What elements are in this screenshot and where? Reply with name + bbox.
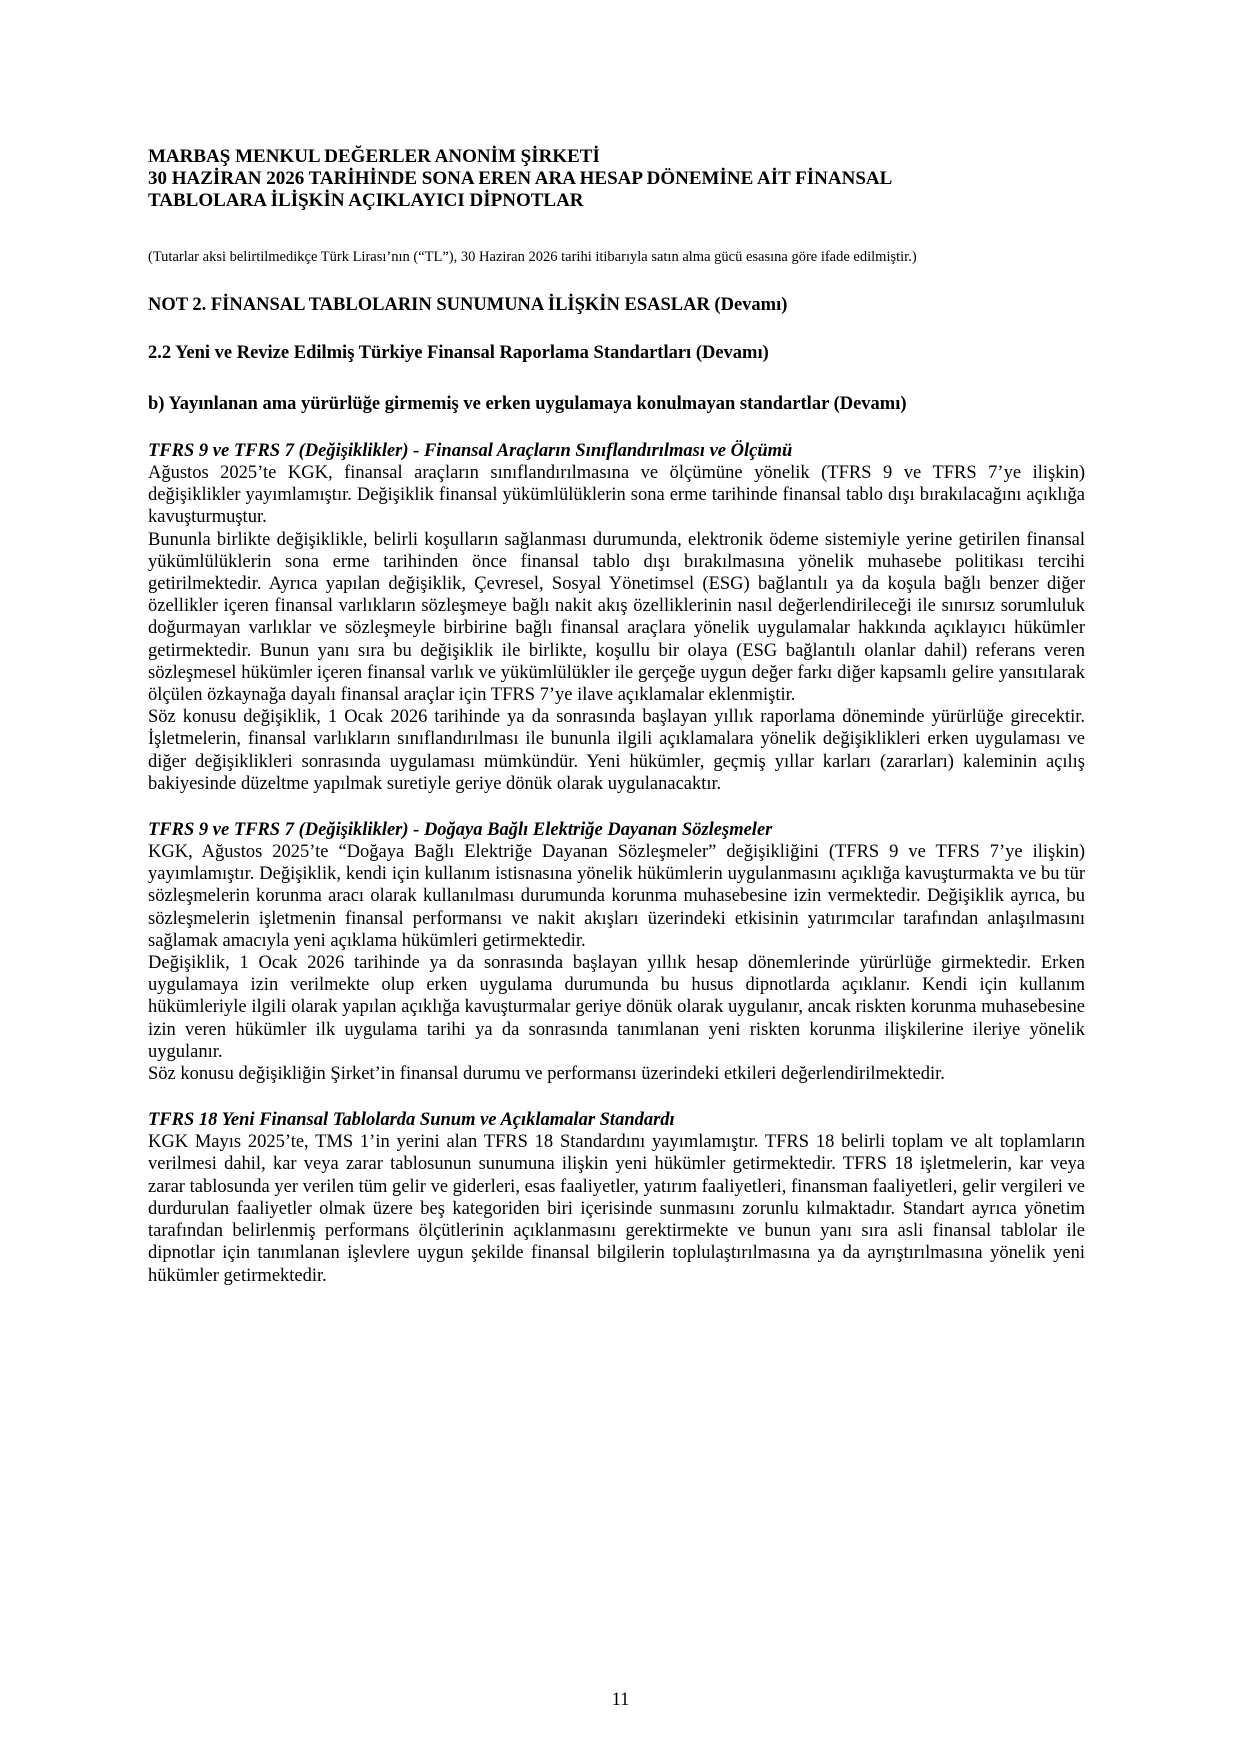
note-title: NOT 2. FİNANSAL TABLOLARIN SUNUMUNA İLİŞKİN ESASLAR (Devamı)	[148, 295, 788, 315]
paragraph: Söz konusu değişiklik, 1 Ocak 2026 tarihinde ya da sonrasında başlayan yıllık raporlama döneminde yürürlüğe girecektir. İşletmelerin, finansal varlıkların sınıflandırılması ile bununla ilgili açıklamalara yönelik değişiklikleri erken uygulaması ve diğer değişiklikleri sonrasında uygulaması mümkündür. Yeni hükümler, geçmiş yıllar karları (zararları) kaleminin açılış bakiyesinde düzeltme yapılmak suretiyle geriye dönük olarak uygulanacaktır.	[148, 707, 1085, 794]
report-subtitle: TABLOLARA İLİŞKİN AÇIKLAYICI DİPNOTLAR	[148, 190, 584, 211]
topic-heading: TFRS 18 Yeni Finansal Tablolarda Sunum ve Açıklamalar Standardı	[148, 1110, 675, 1131]
paragraph: Değişiklik, 1 Ocak 2026 tarihinde ya da sonrasında başlayan yıllık hesap dönemlerinde yürürlüğe girmektedir. Erken uygulamaya izin verilmekte olup erken uygulama durumunda bu husus dipnotlarda açıklanır. Kendi için kullanım hükümleriyle ilgili olarak yapılan açıklığa kavuşturmalar geriye dönük olarak uygulanır, ancak riskten korunma muhasebesine izin veren hükümler ilk uygulama tarihi ya da sonrasında tanımlanan yeni riskten korunma ilişkilerine ileriye yönelik uygulanır.	[148, 953, 1085, 1062]
section-title: 2.2 Yeni ve Revize Edilmiş Türkiye Finansal Raporlama Standartları (Devamı)	[148, 343, 769, 363]
subsection-title: b) Yayınlanan ama yürürlüğe girmemiş ve erken uygulamaya konulmayan standartlar (Devamı)	[148, 394, 907, 414]
document-header	[148, 146, 1085, 212]
paragraph: KGK Mayıs 2025’te, TMS 1’in yerini alan TFRS 18 Standardını yayımlamıştır. TFRS 18 belirli toplam ve alt toplamların verilmesi dahil, kar veya zarar tablosunun sunumuna ilişkin yeni hükümler getirmektedir. TFRS 18 işletmelerin, kar veya zarar tablosunda yer verilen tüm gelir ve giderleri, esas faaliyetler, yatırım faaliyetleri, finansman faaliyetleri, gelir vergileri ve durdurulan faaliyetler olmak üzere beş kategoriden biri içerisinde sunmasını zorunlu kılmaktadır. Standart ayrıca yönetim tarafından belirlenmiş performans ölçütlerinin açıklanmasını gerektirmekte ve bunun yanı sıra asli finansal tablolar ile dipnotlar için tanımlanan işlevlere uygun şekilde finansal bilgilerin toplulaştırılmasına ya da ayrıştırılmasına yönelik yeni hükümler getirmektedir.	[148, 1132, 1085, 1286]
page-number: 11	[611, 1690, 630, 1710]
currency-note: (Tutarlar aksi belirtilmedikçe Türk Lirası’nın (“TL”), 30 Haziran 2026 tarihi itibarıyla satın alma gücü esasına göre ifade edilmiştir.)	[148, 249, 917, 265]
paragraph: Söz konusu değişikliğin Şirket’in finansal durumu ve performansı üzerindeki etkileri değerlendirilmektedir.	[148, 1064, 945, 1085]
report-period-title: 30 HAZİRAN 2026 TARİHİNDE SONA EREN ARA HESAP DÖNEMİNE AİT FİNANSAL	[148, 168, 893, 189]
paragraph: Ağustos 2025’te KGK, finansal araçların sınıflandırılmasına ve ölçümüne yönelik (TFRS 9 ve TFRS 7’ye ilişkin) değişiklikler yayımlamıştır. Değişiklik finansal yükümlülüklerin sona erme tarihinde finansal tablo dışı bırakılacağını açıklığa kavuşturmuştur.	[148, 463, 1085, 528]
topic-heading: TFRS 9 ve TFRS 7 (Değişiklikler) - Finansal Araçların Sınıflandırılması ve Ölçümü	[148, 441, 793, 461]
paragraph: Bununla birlikte değişiklikle, belirli koşulların sağlanması durumunda, elektronik ödeme sistemiyle yerine getirilen finansal yükümlülüklerin sona erme tarihinden önce finansal tablo dışı bırakılmasına yönelik muhasebe politikası tercihi getirilmektedir. Ayrıca yapılan değişiklik, Çevresel, Sosyal Yönetimsel (ESG) bağlantılı ya da koşula bağlı benzer diğer özellikler içeren finansal varlıkların sözleşmeye bağlı nakit akış özelliklerinin nasıl değerlendirileceği ile sınırsız sorumluluk doğurmayan varlıklar ve sözleşmeyle birbirine bağlı finansal araçlara yönelik uygulamalar hakkında açıklayıcı hükümler getirmektedir. Bunun yanı sıra bu değişiklik ile birlikte, koşullu bir olaya (ESG bağlantılı olanlar dahil) referans veren sözleşmesel hükümler içeren finansal varlık ve yükümlülükler ile gerçeğe uygun değer farkı diğer kapsamlı gelire yansıtılarak ölçülen özkaynağa dayalı finansal araçlar için TFRS 7’ye ilave açıklamalar eklenmiştir.	[148, 529, 1085, 706]
topic-heading: TFRS 9 ve TFRS 7 (Değişiklikler) - Doğaya Bağlı Elektriğe Dayanan Sözleşmeler	[148, 820, 773, 841]
document-page	[148, 146, 1085, 1287]
company-name: MARBAŞ MENKUL DEĞERLER ANONİM ŞİRKETİ	[148, 146, 600, 167]
paragraph: KGK, Ağustos 2025’te “Doğaya Bağlı Elektriğe Dayanan Sözleşmeler” değişikliğini (TFRS 9 ve TFRS 7’ye ilişkin) yayımlamıştır. Değişiklik, kendi için kullanım istisnasına yönelik hükümlerin uygulanmasını açıklığa kavuşturmakta ve bu tür sözleşmelerin korunma aracı olarak kullanılması durumunda korunma muhasebesine izin vermektedir. Değişiklik ayrıca, bu sözleşmelerin işletmenin finansal performansı ve nakit akışları üzerindeki etkisinin yatırımcılar tarafından anlaşılmasını sağlamak amacıyla yeni açıklama hükümleri getirmektedir.	[148, 842, 1085, 951]
